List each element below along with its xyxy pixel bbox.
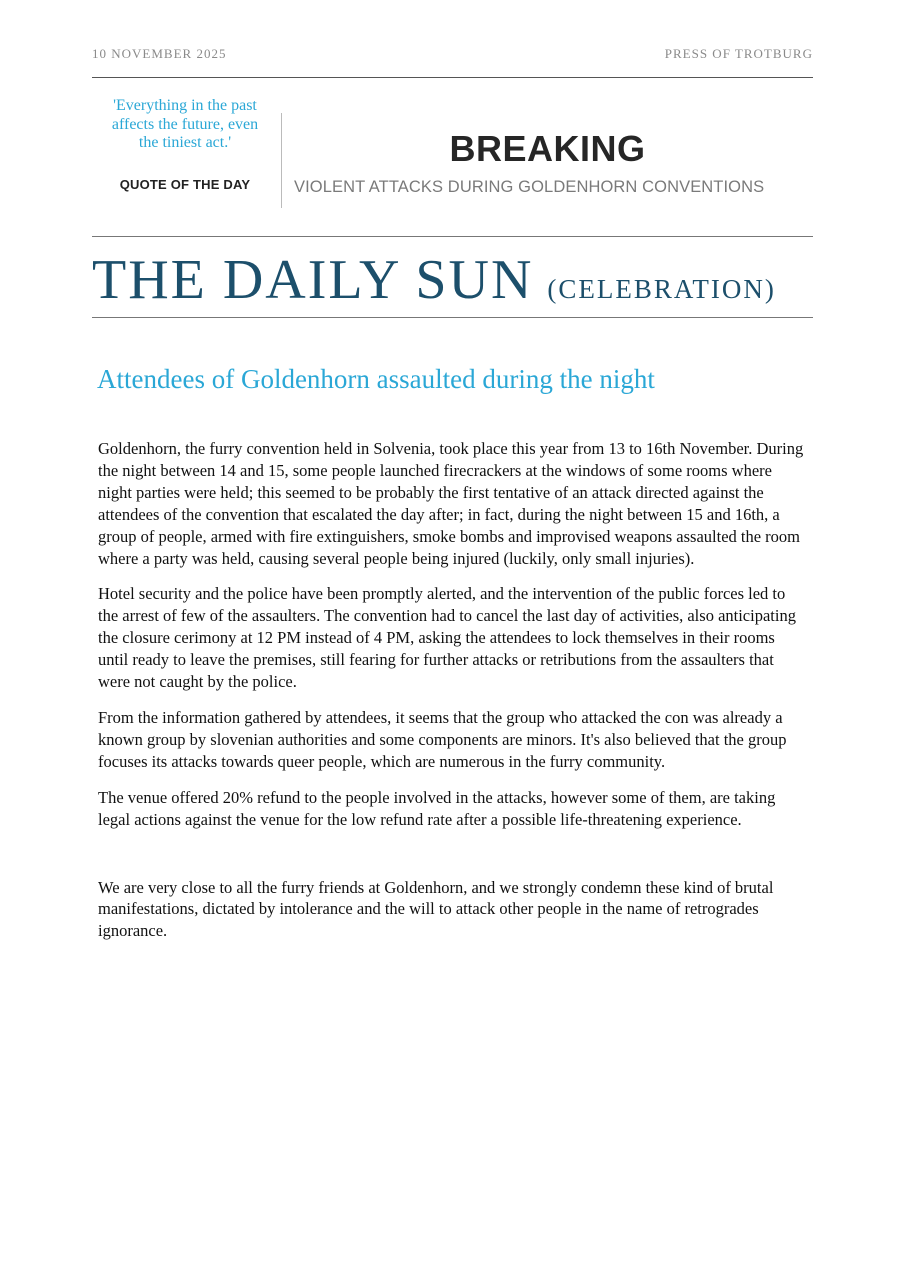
edition-label: (CELEBRATION) <box>547 274 776 304</box>
issue-date: 10 NOVEMBER 2025 <box>92 46 227 61</box>
masthead-bottom-divider <box>92 317 813 318</box>
breaking-title: BREAKING <box>449 128 646 169</box>
top-divider <box>92 77 813 78</box>
breaking-subtitle: VIOLENT ATTACKS DURING GOLDENHORN CONVENTIONS <box>294 178 765 196</box>
quote-label: QUOTE OF THE DAY <box>119 176 251 192</box>
article-paragraph: From the information gathered by attendees, it seems that the group who attacked the con was already a known group by slovenian authorities and some components are minors. It's also believed that the group focuses its attacks towards queer people, which are numerous in the furry community. <box>98 707 787 771</box>
publisher-name: PRESS OF TROTBURG <box>664 46 813 61</box>
article-paragraph: Goldenhorn, the furry convention held in Solvenia, took place this year from 13 to 16th November. During the night between 14 and 15, some people launched firecrackers at the windows of some rooms where night parties were held; this seemed to be probably the first tentative of an attack directed against the attendees of the convention that escalated the day after; in fact, during the night between 15 and 16th, a group of people, armed with fire extinguishers, smoke bombs and improvised weapons assaulted the room where a party was held, causing several people being injured (luckily, only small injuries). <box>98 439 804 568</box>
article-headline: Attendees of Goldenhorn assaulted during the night <box>97 364 655 394</box>
quote-text: 'Everything in the past affects the future, even the tiniest act.' <box>111 97 259 151</box>
closing-paragraph: We are very close to all the furry friends at Goldenhorn, and we strongly condemn these kind of brutal manifestations, dictated by intolerance and the will to attack other people in the name of retrogrades ignorance. <box>98 877 774 941</box>
quote-of-the-day <box>104 97 266 192</box>
article-paragraph: The venue offered 20% refund to the people involved in the attacks, however some of them, are taking legal actions against the venue for the low refund rate after a possible life-threatening experience. <box>98 787 776 829</box>
masthead-top-divider <box>92 236 813 237</box>
newspaper-name: THE DAILY SUN <box>92 249 534 311</box>
article-paragraph: Hotel security and the police have been promptly alerted, and the intervention of the public forces led to the arrest of few of the assaulters. The convention had to cancel the last day of activities, also anticipating the closure cerimony at 12 PM instead of 4 PM, asking the attendees to lock themselves in their rooms until ready to leave the premises, still fearing for further attacks or retributions from the assaulters that were not caught by the police. <box>98 584 796 692</box>
masthead <box>92 248 776 312</box>
article-body <box>98 438 808 956</box>
